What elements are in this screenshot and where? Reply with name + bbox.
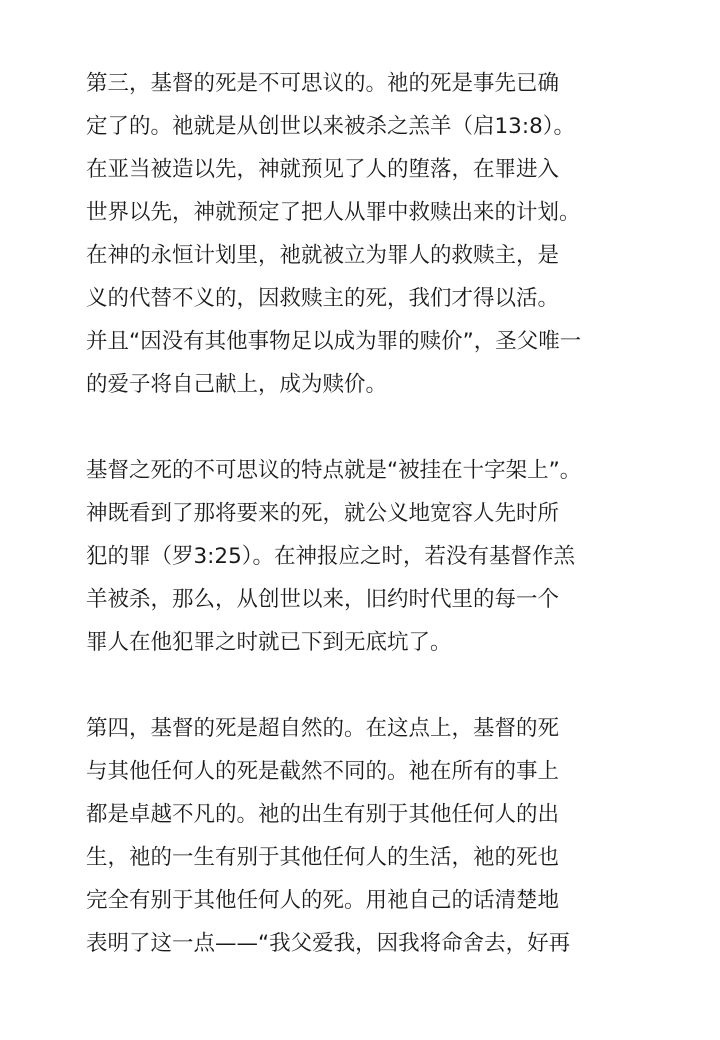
text-line: 都是卓越不凡的。祂的出生有别于其他任何人的出 [86,802,560,827]
paragraph-spacer [86,664,646,707]
paragraph-cross-feature [86,449,646,664]
text-line: 第三，基督的死是不可思议的。祂的死是事先已确 [86,71,560,96]
text-line: 生，祂的一生有别于其他任何人的生活，祂的死也 [86,845,560,870]
paragraph-spacer [86,406,646,449]
text-line: 犯的罪（罗3:25）。在神报应之时，若没有基督作羔 [86,544,576,569]
text-line: 罪人在他犯罪之时就已下到无底坑了。 [86,630,452,655]
text-line: 世界以先，神就预定了把人从罪中救赎出来的计划。 [86,200,581,225]
paragraph-third-point [86,62,646,406]
paragraph-fourth-point [86,707,646,965]
text-line: 并且“因没有其他事物足以成为罪的赎价”，圣父唯一 [86,329,582,354]
text-line: 在亚当被造以先，神就预见了人的堕落，在罪进入 [86,157,560,182]
text-line: 的爱子将自己献上，成为赎价。 [86,372,388,397]
text-line: 表明了这一点——“我父爱我，因我将命舍去，好再 [86,931,571,956]
text-line: 与其他任何人的死是截然不同的。祂在所有的事上 [86,759,560,784]
text-line: 神既看到了那将要来的死，就公义地宽容人先时所 [86,501,560,526]
text-line: 第四，基督的死是超自然的。在这点上，基督的死 [86,716,560,741]
document-page [86,62,646,965]
text-line: 羊被杀，那么，从创世以来，旧约时代里的每一个 [86,587,560,612]
text-line: 定了的。祂就是从创世以来被杀之羔羊（启13:8）。 [86,114,576,139]
text-line: 完全有别于其他任何人的死。用祂自己的话清楚地 [86,888,560,913]
text-line: 在神的永恒计划里，祂就被立为罪人的救赎主，是 [86,243,560,268]
text-line: 基督之死的不可思议的特点就是“被挂在十字架上”。 [86,458,582,483]
text-line: 义的代替不义的，因救赎主的死，我们才得以活。 [86,286,560,311]
